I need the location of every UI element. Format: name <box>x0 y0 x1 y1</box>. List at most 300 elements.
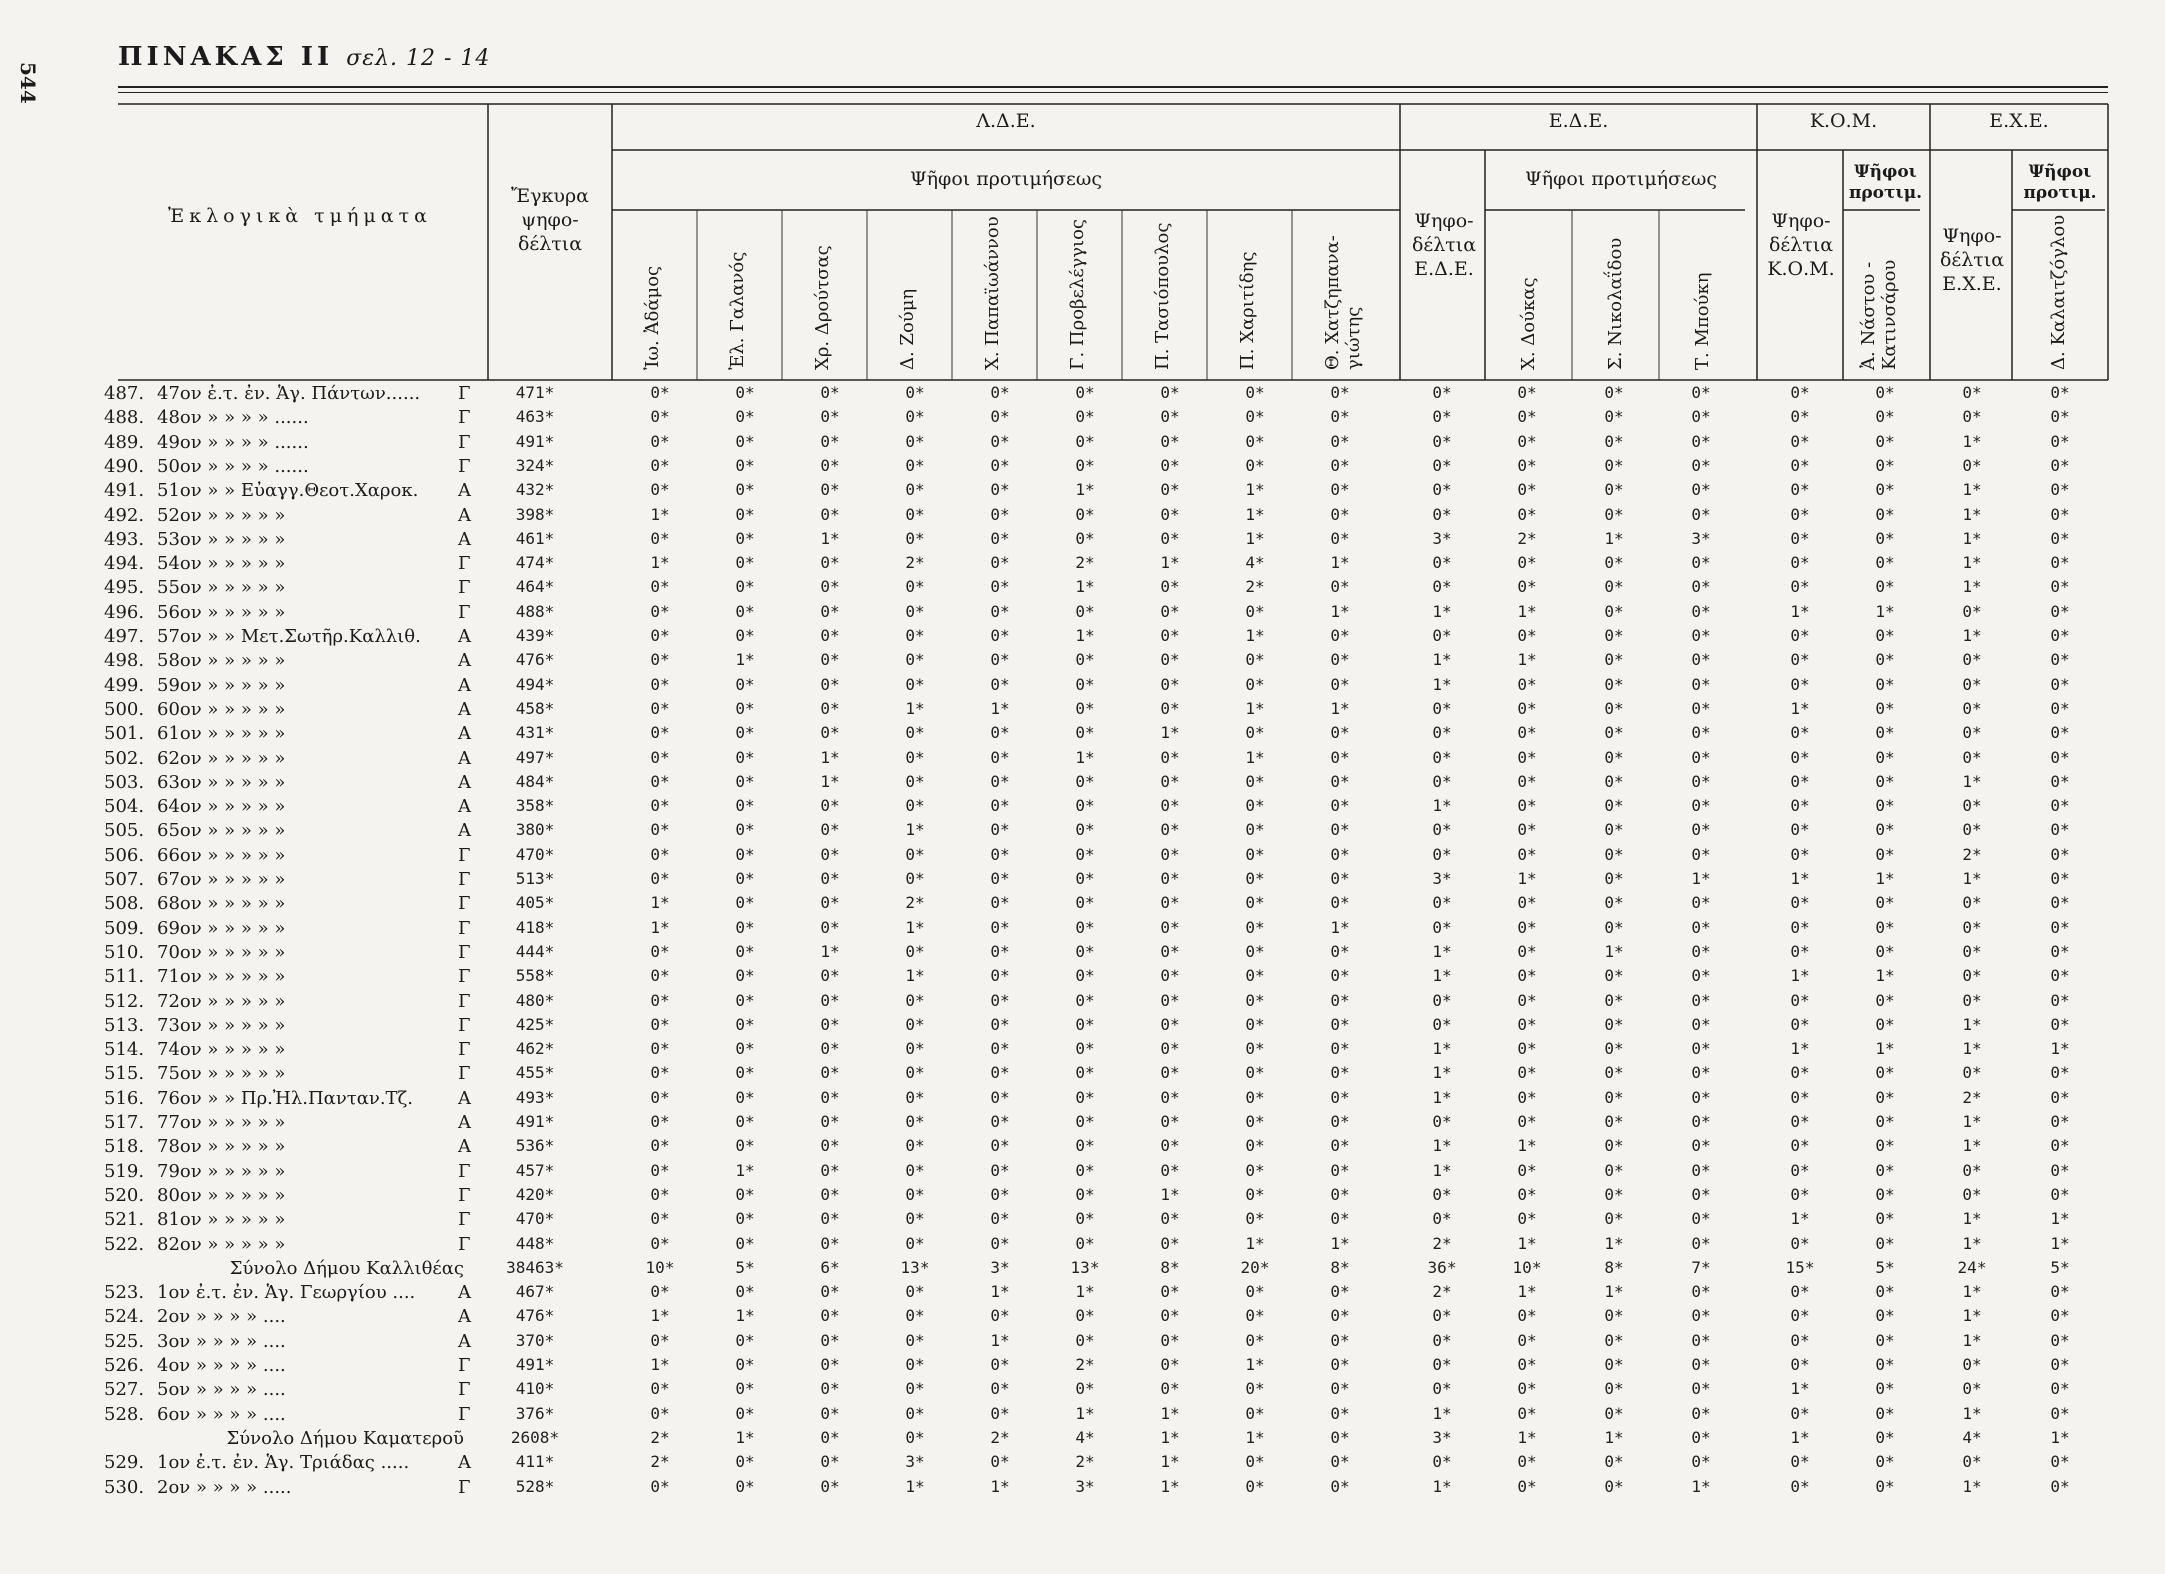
table-cell: 0* <box>820 1233 840 1253</box>
table-cell: 0* <box>735 553 755 573</box>
table-cell: 0* <box>820 1160 840 1180</box>
table-cell: 0* <box>650 1403 670 1423</box>
row-category: Γ <box>458 941 471 963</box>
table-cell: 1* <box>1875 966 1895 986</box>
table-cell: 398* <box>515 504 555 524</box>
table-cell: 0* <box>1962 723 1982 743</box>
table-row <box>0 918 2165 941</box>
table-cell: 0* <box>1790 1403 1810 1423</box>
row-label: 1ον ἐ.τ. ἐν. Ἁγ. Γεωργίου .... <box>157 1282 416 1304</box>
table-cell: 1* <box>1962 577 1982 597</box>
table-cell: 0* <box>1604 771 1624 791</box>
table-cell: 0* <box>1330 528 1350 548</box>
row-label: 62ον » » » » » <box>157 747 286 769</box>
table-cell: 0* <box>1517 723 1537 743</box>
table-cell: 0* <box>2050 1355 2070 1374</box>
row-number: 514. <box>104 1039 145 1061</box>
table-cell: 0* <box>820 1330 840 1350</box>
table-cell: 0* <box>1330 941 1350 961</box>
row-category: Γ <box>458 1063 471 1085</box>
table-cell: 0* <box>1604 1160 1624 1180</box>
table-cell: 0* <box>1875 1306 1895 1326</box>
row-category: Γ <box>458 407 471 429</box>
table-cell: 0* <box>1160 1330 1180 1350</box>
row-number: 487. <box>104 383 145 404</box>
table-cell: 0* <box>1875 383 1895 402</box>
table-cell: 0* <box>1160 1209 1180 1229</box>
table-cell: 0* <box>1075 990 1095 1010</box>
table-cell: 0* <box>1517 1330 1537 1350</box>
table-cell: 0* <box>905 1087 925 1107</box>
table-cell: 0* <box>735 480 755 500</box>
table-cell: 0* <box>820 869 840 888</box>
table-cell: 0* <box>1691 1160 1711 1180</box>
table-cell: 1* <box>1875 1039 1895 1059</box>
table-row <box>0 626 2165 649</box>
table-cell: 0* <box>905 407 925 427</box>
table-cell: 0* <box>650 577 670 597</box>
table-cell: 0* <box>1875 917 1895 937</box>
table-cell: 5* <box>735 1257 755 1277</box>
table-cell: 0* <box>2050 504 2070 524</box>
row-number: 515. <box>104 1063 145 1085</box>
table-cell: 0* <box>1962 893 1982 913</box>
table-cell: 0* <box>1875 1184 1895 1204</box>
table-cell: 1* <box>1790 1427 1810 1447</box>
table-cell: 8* <box>1160 1257 1180 1277</box>
row-number: 491. <box>104 480 145 502</box>
table-cell: 1* <box>735 1306 755 1326</box>
table-cell: 0* <box>1075 1063 1095 1083</box>
table-cell: 0* <box>1790 796 1810 816</box>
table-cell: 1* <box>2050 1233 2070 1253</box>
table-cell: 0* <box>1075 1014 1095 1034</box>
table-cell: 0* <box>1245 650 1265 670</box>
table-cell: 0* <box>1160 966 1180 986</box>
table-cell: 0* <box>1691 431 1711 451</box>
row-number: 510. <box>104 941 145 963</box>
table-cell: 0* <box>905 1403 925 1423</box>
row-category: Α <box>458 1087 471 1109</box>
table-cell: 0* <box>1160 674 1180 694</box>
table-cell: 3* <box>1432 1427 1452 1447</box>
table-cell: 0* <box>1790 771 1810 791</box>
table-cell: 0* <box>905 1282 925 1302</box>
table-cell: 0* <box>735 383 755 402</box>
table-cell: 0* <box>1330 383 1350 402</box>
table-cell: 0* <box>1517 1476 1537 1496</box>
table-cell: 1* <box>1962 1039 1982 1059</box>
row-label: Σύνολο Δήμου Καματεροῦ <box>226 1427 464 1449</box>
table-cell: 0* <box>1160 869 1180 888</box>
cand-header: Ἐλ. Γαλανός <box>727 251 748 370</box>
table-cell: 0* <box>1245 820 1265 840</box>
table-cell: 0* <box>1604 966 1624 986</box>
table-row <box>0 772 2165 795</box>
table-cell: 0* <box>1245 990 1265 1010</box>
table-cell: 0* <box>1160 698 1180 718</box>
table-cell: 1* <box>2050 1209 2070 1229</box>
heading-subtitle: σελ. 12 - 14 <box>346 46 491 71</box>
table-cell: 0* <box>1517 1039 1537 1059</box>
table-cell: 2* <box>1075 1355 1095 1374</box>
table-cell: 0* <box>1330 1063 1350 1083</box>
table-cell: 0* <box>735 1330 755 1350</box>
header-ade: Λ.Δ.Ε. <box>976 110 1036 132</box>
table-cell: 0* <box>1691 1233 1711 1253</box>
row-category: Γ <box>458 577 471 599</box>
table-cell: 0* <box>1330 455 1350 475</box>
table-cell: 0* <box>650 1014 670 1034</box>
table-row <box>0 650 2165 673</box>
table-cell: 1* <box>1432 650 1452 670</box>
table-cell: 0* <box>650 1087 670 1107</box>
row-label: 48ον » » » » ...... <box>157 407 309 429</box>
row-label: Σύνολο Δήμου Καλλιθέας <box>229 1257 464 1279</box>
table-cell: 0* <box>1604 407 1624 427</box>
table-cell: 2* <box>1432 1233 1452 1253</box>
table-cell: 0* <box>1075 504 1095 524</box>
table-cell: 0* <box>1075 796 1095 816</box>
row-label: 58ον » » » » » <box>157 650 286 672</box>
row-number: 494. <box>104 553 145 575</box>
table-cell: 1* <box>1432 796 1452 816</box>
table-cell: 0* <box>1875 1452 1895 1472</box>
table-cell: 0* <box>1330 1160 1350 1180</box>
table-row <box>0 869 2165 892</box>
row-number: 489. <box>104 431 145 453</box>
row-label: 55ον » » » » » <box>157 577 286 599</box>
table-cell: 2* <box>905 553 925 573</box>
table-cell: 1* <box>1691 1476 1711 1496</box>
table-cell: 448* <box>515 1233 555 1253</box>
table-cell: 0* <box>1790 480 1810 500</box>
table-cell: 0* <box>1432 747 1452 767</box>
table-cell: 0* <box>1075 674 1095 694</box>
table-cell: 1* <box>1160 1184 1180 1204</box>
table-cell: 439* <box>515 626 555 645</box>
table-cell: 458* <box>515 698 555 718</box>
cand-header: Π. Τασιόπουλος <box>1152 222 1173 370</box>
table-cell: 0* <box>1790 553 1810 573</box>
table-cell: 1* <box>735 1427 755 1447</box>
table-cell: 0* <box>1691 723 1711 743</box>
table-row <box>0 1355 2165 1378</box>
table-cell: 410* <box>515 1379 555 1399</box>
table-cell: 1* <box>1790 966 1810 986</box>
table-cell: 0* <box>1875 1427 1895 1447</box>
table-cell: 528* <box>515 1476 555 1496</box>
table-cell: 1* <box>1790 1379 1810 1399</box>
table-cell: 1* <box>1517 1136 1537 1156</box>
table-cell: 0* <box>1691 1209 1711 1229</box>
table-cell: 0* <box>1075 917 1095 937</box>
cand-header: Τ. Μπούκη <box>1692 272 1713 370</box>
table-cell: 0* <box>1160 1160 1180 1180</box>
header-valid-ballots: Ἔγκυρα ψηφο- δέλτια <box>511 185 589 255</box>
table-row <box>0 1234 2165 1257</box>
table-cell: 0* <box>820 1355 840 1374</box>
table-cell: 0* <box>1875 698 1895 718</box>
table-cell: 7* <box>1691 1257 1711 1277</box>
table-cell: 420* <box>515 1184 555 1204</box>
table-cell: 0* <box>1075 941 1095 961</box>
table-cell: 0* <box>820 504 840 524</box>
table-cell: 0* <box>1875 1330 1895 1350</box>
table-cell: 0* <box>1432 553 1452 573</box>
table-cell: 0* <box>735 941 755 961</box>
table-cell: 0* <box>1790 383 1810 402</box>
table-cell: 0* <box>650 698 670 718</box>
table-cell: 0* <box>820 917 840 937</box>
table-row <box>0 1039 2165 1062</box>
table-cell: 0* <box>905 1014 925 1034</box>
table-cell: 0* <box>1604 553 1624 573</box>
table-cell: 0* <box>1160 917 1180 937</box>
table-cell: 0* <box>1330 1403 1350 1423</box>
table-cell: 0* <box>1517 1160 1537 1180</box>
row-category: Γ <box>458 844 471 866</box>
table-cell: 0* <box>1432 1184 1452 1204</box>
table-cell: 1* <box>905 698 925 718</box>
table-cell: 1* <box>820 771 840 791</box>
table-cell: 1* <box>1330 917 1350 937</box>
table-row <box>0 407 2165 430</box>
table-row-total <box>0 1428 2165 1451</box>
table-cell: 0* <box>1517 1014 1537 1034</box>
table-cell: 0* <box>1691 698 1711 718</box>
table-cell: 0* <box>650 431 670 451</box>
table-cell: 1* <box>1604 528 1624 548</box>
table-cell: 0* <box>820 1306 840 1326</box>
table-cell: 0* <box>1330 747 1350 767</box>
table-cell: 1* <box>1790 1039 1810 1059</box>
table-cell: 0* <box>1245 1330 1265 1350</box>
table-cell: 0* <box>1790 1087 1810 1107</box>
row-label: 59ον » » » » » <box>157 674 286 696</box>
table-cell: 0* <box>1432 771 1452 791</box>
table-cell: 0* <box>1691 1452 1711 1472</box>
row-label: 74ον » » » » » <box>157 1039 286 1061</box>
table-cell: 0* <box>1962 990 1982 1010</box>
table-cell: 0* <box>990 747 1010 767</box>
table-cell: 480* <box>515 990 555 1010</box>
table-cell: 3* <box>905 1452 925 1472</box>
table-cell: 0* <box>990 1233 1010 1253</box>
header-sections: Ἐκλογικὰ τμήματα <box>168 205 432 227</box>
table-cell: 1* <box>1790 1209 1810 1229</box>
table-cell: 0* <box>1245 1160 1265 1180</box>
table-cell: 0* <box>1875 844 1895 864</box>
table-cell: 1* <box>990 1476 1010 1496</box>
table-cell: 0* <box>1790 674 1810 694</box>
table-cell: 0* <box>2050 553 2070 573</box>
table-cell: 0* <box>990 869 1010 888</box>
table-cell: 0* <box>1691 601 1711 621</box>
table-cell: 0* <box>1691 966 1711 986</box>
table-cell: 0* <box>1604 1014 1624 1034</box>
table-cell: 0* <box>2050 577 2070 597</box>
table-cell: 0* <box>1517 966 1537 986</box>
table-cell: 0* <box>1875 1209 1895 1229</box>
table-cell: 1* <box>1962 1014 1982 1034</box>
table-cell: 0* <box>990 455 1010 475</box>
table-cell: 0* <box>2050 990 2070 1010</box>
table-cell: 0* <box>1691 1379 1711 1399</box>
table-cell: 0* <box>1517 1403 1537 1423</box>
table-cell: 0* <box>1075 966 1095 986</box>
table-cell: 1* <box>1432 1160 1452 1180</box>
table-cell: 0* <box>1160 407 1180 427</box>
table-cell: 0* <box>1691 941 1711 961</box>
table-cell: 0* <box>1517 1379 1537 1399</box>
row-number: 505. <box>104 820 145 842</box>
row-number: 495. <box>104 577 145 599</box>
table-cell: 0* <box>1875 650 1895 670</box>
table-cell: 0* <box>1875 1136 1895 1156</box>
table-cell: 1* <box>1875 601 1895 621</box>
cand-header: Θ. Χατζηπανα- γιώτης <box>1322 235 1364 370</box>
header-ede-ballots: Ψηφο- δέλτια Ε.Δ.Ε. <box>1411 210 1477 280</box>
table-cell: 0* <box>1330 1209 1350 1229</box>
table-cell: 0* <box>650 407 670 427</box>
table-cell: 0* <box>1075 650 1095 670</box>
table-cell: 0* <box>905 528 925 548</box>
table-cell: 1* <box>1962 1136 1982 1156</box>
table-cell: 0* <box>1517 480 1537 500</box>
row-category: Γ <box>458 990 471 1012</box>
row-label: 79ον » » » » » <box>157 1160 286 1182</box>
table-cell: 0* <box>990 383 1010 402</box>
table-cell: 0* <box>990 1063 1010 1083</box>
table-cell: 0* <box>1790 990 1810 1010</box>
table-cell: 0* <box>1691 1403 1711 1423</box>
table-cell: 0* <box>820 796 840 816</box>
table-cell: 0* <box>1330 820 1350 840</box>
table-cell: 1* <box>1432 1476 1452 1496</box>
table-cell: 0* <box>650 771 670 791</box>
table-cell: 0* <box>735 796 755 816</box>
table-cell: 0* <box>1604 577 1624 597</box>
table-row <box>0 432 2165 455</box>
table-cell: 1* <box>1160 1403 1180 1423</box>
table-cell: 0* <box>990 577 1010 597</box>
table-row <box>0 991 2165 1014</box>
table-cell: 1* <box>1962 1282 1982 1302</box>
table-cell: 0* <box>1604 431 1624 451</box>
table-cell: 0* <box>2050 723 2070 743</box>
table-cell: 0* <box>1160 941 1180 961</box>
table-cell: 0* <box>820 844 840 864</box>
header-kom-ballots: Ψηφο- δέλτια Κ.Ο.Μ. <box>1767 210 1835 280</box>
table-cell: 1* <box>1875 869 1895 888</box>
table-cell: 0* <box>1875 1087 1895 1107</box>
table-cell: 0* <box>2050 1282 2070 1302</box>
table-cell: 0* <box>1875 771 1895 791</box>
table-cell: 0* <box>735 1112 755 1131</box>
table-cell: 0* <box>820 1039 840 1059</box>
table-cell: 0* <box>1160 480 1180 500</box>
table-cell: 1* <box>820 941 840 961</box>
table-cell: 0* <box>1790 1233 1810 1253</box>
row-label: 1ον ἐ.τ. ἐν. Ἁγ. Τριάδας ..... <box>157 1452 410 1474</box>
table-cell: 0* <box>1691 650 1711 670</box>
table-cell: 0* <box>1245 407 1265 427</box>
row-category: Α <box>458 747 471 769</box>
table-cell: 1* <box>1790 601 1810 621</box>
table-cell: 0* <box>1432 626 1452 645</box>
table-cell: 1* <box>1962 431 1982 451</box>
table-cell: 494* <box>515 674 555 694</box>
table-cell: 0* <box>735 577 755 597</box>
table-cell: 1* <box>2050 1427 2070 1447</box>
table-cell: 0* <box>1330 893 1350 913</box>
table-row <box>0 577 2165 600</box>
row-label: 72ον » » » » » <box>157 990 286 1012</box>
table-cell: 1* <box>1432 966 1452 986</box>
table-cell: 0* <box>1160 1136 1180 1156</box>
table-cell: 0* <box>1245 796 1265 816</box>
row-number: 516. <box>104 1087 145 1109</box>
table-cell: 0* <box>1604 820 1624 840</box>
table-cell: 0* <box>1691 480 1711 500</box>
table-cell: 0* <box>1075 1160 1095 1180</box>
table-cell: 1* <box>1517 1233 1537 1253</box>
table-cell: 0* <box>1517 1087 1537 1107</box>
table-cell: 0* <box>1604 504 1624 524</box>
table-cell: 1* <box>735 650 755 670</box>
row-label: 75ον » » » » » <box>157 1063 286 1085</box>
row-category: Γ <box>458 1014 471 1036</box>
row-number: 513. <box>104 1014 145 1036</box>
table-cell: 0* <box>820 1403 840 1423</box>
table-cell: 0* <box>1432 1112 1452 1131</box>
table-cell: 0* <box>1604 723 1624 743</box>
row-label: 60ον » » » » » <box>157 698 286 720</box>
table-cell: 0* <box>1790 577 1810 597</box>
table-cell: 1* <box>820 747 840 767</box>
table-cell: 0* <box>905 1330 925 1350</box>
row-number: 509. <box>104 917 145 939</box>
table-cell: 0* <box>1875 820 1895 840</box>
table-cell: 0* <box>1790 1063 1810 1083</box>
table-cell: 0* <box>905 796 925 816</box>
table-cell: 1* <box>1160 553 1180 573</box>
row-number: 523. <box>104 1282 145 1304</box>
table-cell: 0* <box>1604 1063 1624 1083</box>
table-cell: 0* <box>1691 1282 1711 1302</box>
table-cell: 0* <box>1330 844 1350 864</box>
table-cell: 0* <box>1790 650 1810 670</box>
table-cell: 0* <box>1691 626 1711 645</box>
table-cell: 0* <box>1160 383 1180 402</box>
table-cell: 0* <box>1604 990 1624 1010</box>
table-cell: 0* <box>1691 1063 1711 1083</box>
table-cell: 1* <box>1245 698 1265 718</box>
table-cell: 0* <box>820 1014 840 1034</box>
row-label: 51ον » » Εὐαγγ.Θεοτ.Χαροκ. <box>157 480 419 502</box>
row-number: 519. <box>104 1160 145 1182</box>
table-cell: 0* <box>1875 1112 1895 1131</box>
table-cell: 0* <box>735 1184 755 1204</box>
table-cell: 0* <box>990 1112 1010 1131</box>
table-cell: 0* <box>650 480 670 500</box>
table-cell: 463* <box>515 407 555 427</box>
table-cell: 0* <box>1160 747 1180 767</box>
table-cell: 0* <box>1245 723 1265 743</box>
table-cell: 0* <box>1790 1476 1810 1496</box>
row-label: 53ον » » » » » <box>157 528 286 550</box>
